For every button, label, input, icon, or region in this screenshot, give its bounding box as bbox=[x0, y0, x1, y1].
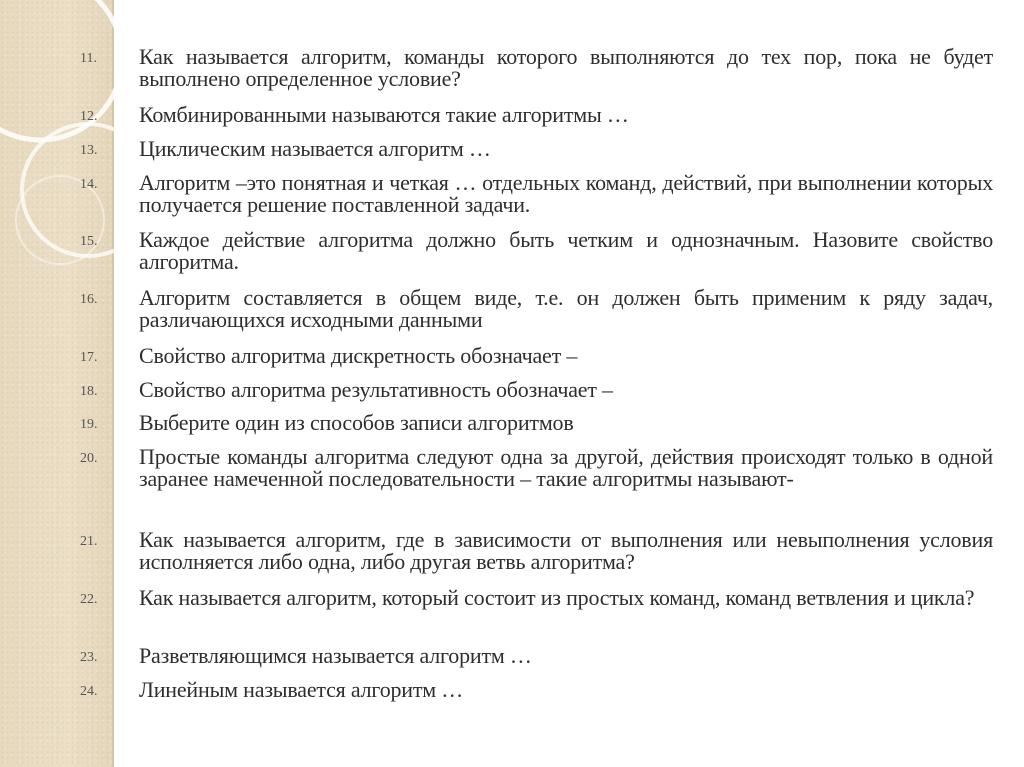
item-number: 14. bbox=[80, 177, 98, 192]
item-number: 17. bbox=[80, 350, 98, 365]
item-text: Алгоритм составляется в общем виде, т.е. он должен быть применим к ряду задач, различающихся исходными данными bbox=[139, 285, 993, 332]
item-text: Свойство алгоритма дискретность обозначает – bbox=[139, 343, 578, 368]
item-text: Циклическим называется алгоритм … bbox=[139, 136, 491, 161]
item-text: Алгоритм –это понятная и четкая … отдельных команд, действий, при выполнении которых получается решение поставленной задачи. bbox=[139, 170, 993, 217]
item-text: Как называется алгоритм, который состоит из простых команд, команд ветвления и цикла? bbox=[139, 585, 975, 610]
item-text: Комбинированными называются такие алгоритмы … bbox=[139, 102, 629, 127]
item-text: Разветвляющимся называется алгоритм … bbox=[139, 643, 532, 668]
item-number: 18. bbox=[80, 384, 98, 399]
item-text: Линейным называется алгоритм … bbox=[139, 677, 464, 702]
item-number: 11. bbox=[80, 51, 97, 66]
item-text: Свойство алгоритма результативность обозначает – bbox=[139, 377, 613, 402]
item-number: 16. bbox=[80, 292, 98, 307]
item-text: Как называется алгоритм, команды которого выполняются до тех пор, пока не будет выполнено определенное условие? bbox=[139, 44, 993, 91]
item-number: 13. bbox=[80, 143, 98, 158]
item-number: 23. bbox=[80, 650, 98, 665]
item-number: 19. bbox=[80, 417, 98, 432]
item-number: 12. bbox=[80, 109, 98, 124]
item-text: Простые команды алгоритма следуют одна за другой, действия происходят только в одной заранее намеченной последовательности – такие алгоритмы называют- bbox=[139, 444, 993, 491]
item-text: Выберите один из способов записи алгоритмов bbox=[139, 410, 574, 435]
item-text: Каждое действие алгоритма должно быть четким и однозначным. Назовите свойство алгоритма. bbox=[139, 227, 993, 274]
item-number: 20. bbox=[80, 451, 98, 466]
item-text: Как называется алгоритм, где в зависимости от выполнения или невыполнения условия исполняется либо одна, либо другая ветвь алгоритма? bbox=[139, 527, 993, 574]
item-number: 15. bbox=[80, 234, 98, 249]
item-number: 24. bbox=[80, 684, 98, 699]
item-number: 21. bbox=[80, 534, 98, 549]
item-number: 22. bbox=[80, 592, 98, 607]
